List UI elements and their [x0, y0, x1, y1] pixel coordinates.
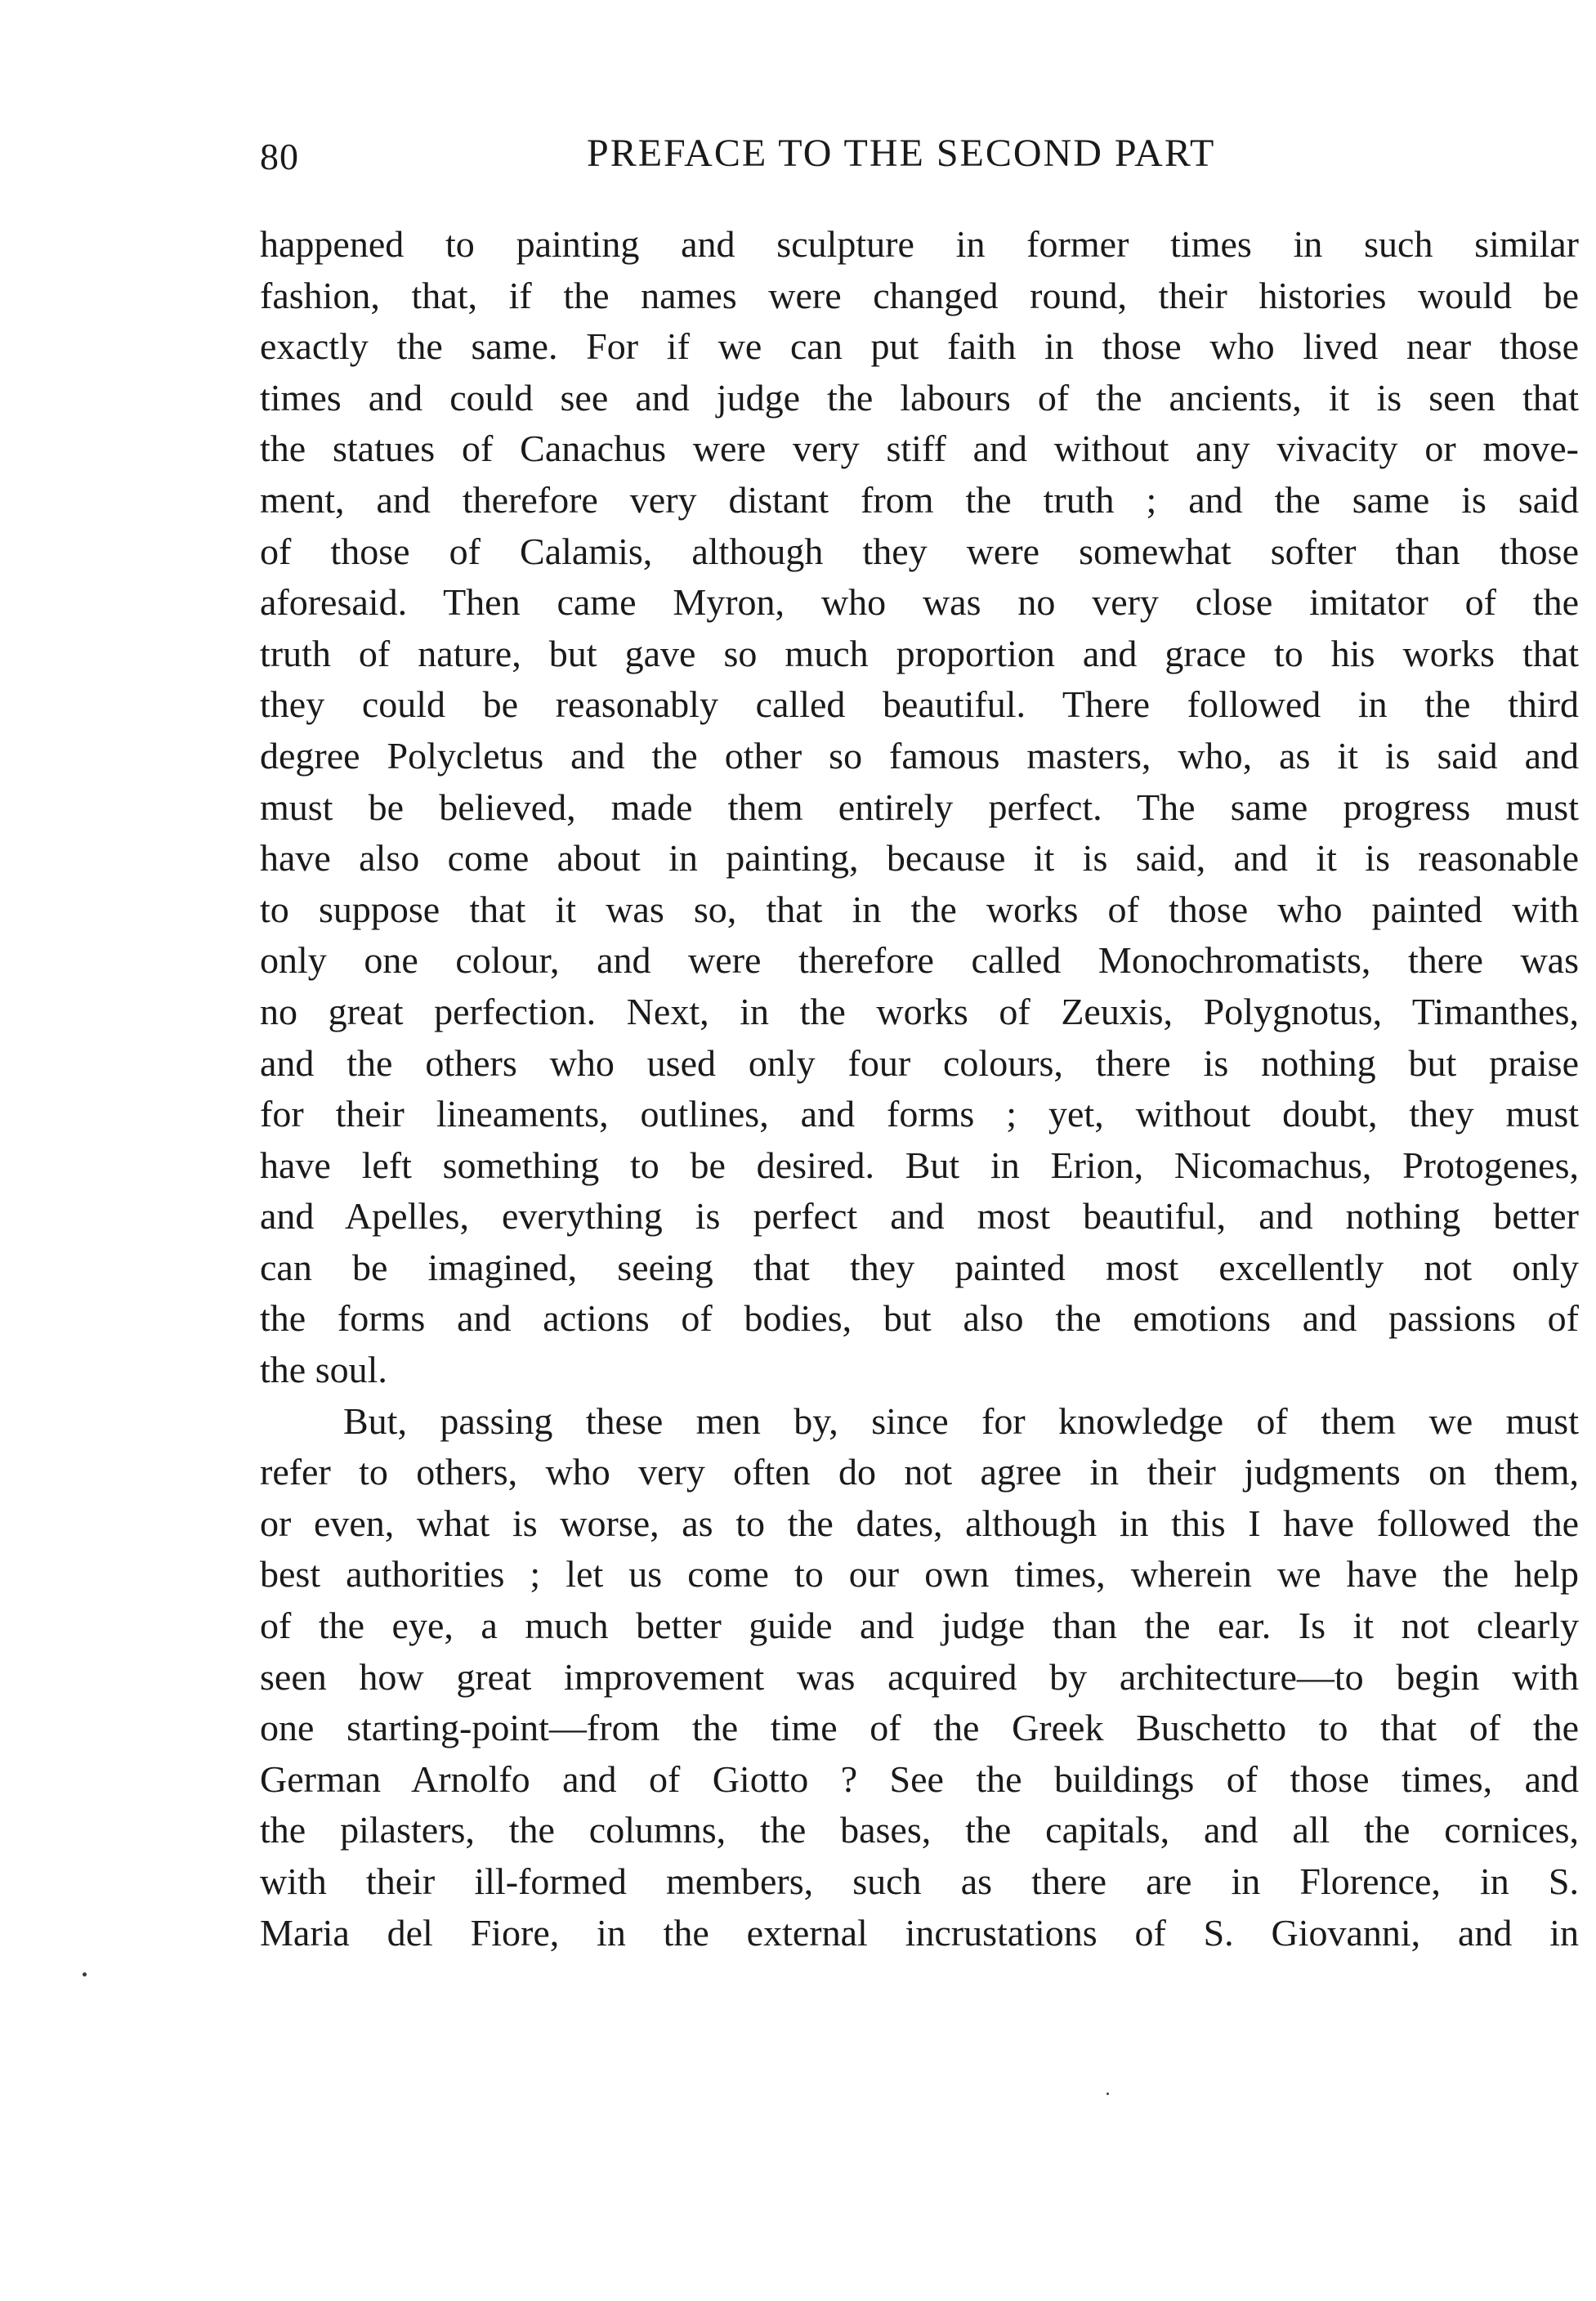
text-line: or even, what is worse, as to the dates, although in this I have followed the	[260, 1502, 1579, 1544]
text-line: and the others who used only four colours, there is nothing but praise	[260, 1041, 1579, 1084]
text-line: refer to others, who very often do not agree in their judgments on them,	[260, 1451, 1579, 1493]
text-line: to suppose that it was so, that in the works of those who painted with	[260, 888, 1579, 930]
page-number: 80	[260, 136, 299, 177]
text-line: of those of Calamis, although they were somewhat softer than those	[260, 530, 1579, 572]
text-line: only one colour, and were therefore called Monochromatists, there was	[260, 939, 1579, 982]
text-line: must be believed, made them entirely perfect. The same progress must	[260, 786, 1579, 828]
running-head	[260, 123, 1579, 180]
text-line: aforesaid. Then came Myron, who was no very close imitator of the	[260, 581, 1579, 624]
text-line: best authorities ; let us come to our own times, wherein we have the help	[260, 1553, 1579, 1596]
text-line: they could be reasonably called beautiful. There followed in the third	[260, 683, 1579, 726]
text-line: the pilasters, the columns, the bases, the capitals, and all the cornices,	[260, 1809, 1579, 1851]
text-line: one starting-point—from the time of the Greek Buschetto to that of the	[260, 1707, 1579, 1749]
text-line: degree Polycletus and the other so famous masters, who, as it is said and	[260, 734, 1579, 777]
text-line: happened to painting and sculpture in former times in such similar	[260, 223, 1579, 265]
text-line: German Arnolfo and of Giotto ? See the buildings of those times, and	[260, 1757, 1579, 1800]
text-line: times and could see and judge the labours of the ancients, it is seen that	[260, 376, 1579, 419]
text-line: exactly the same. For if we can put faith in those who lived near those	[260, 325, 1579, 368]
text-line: can be imagined, seeing that they painted most excellently not only	[260, 1246, 1579, 1288]
running-title: PREFACE TO THE SECOND PART	[587, 132, 1216, 175]
paragraph-1	[260, 219, 1579, 1396]
text-line: truth of nature, but gave so much proportion and grace to his works that	[260, 632, 1579, 674]
body-text	[260, 219, 1579, 1959]
text-line: have left something to be desired. But in Erion, Nicomachus, Protogenes,	[260, 1144, 1579, 1186]
text-line: Maria del Fiore, in the external incrustations of S. Giovanni, and in	[260, 1911, 1579, 1954]
text-line: of the eye, a much better guide and judge than the ear. Is it not clearly	[260, 1605, 1579, 1647]
paragraph-2	[260, 1396, 1579, 1959]
scan-speck	[1106, 2093, 1109, 2095]
text-line: fashion, that, if the names were changed round, their histories would be	[260, 274, 1579, 316]
text-line: for their lineaments, outlines, and forms ; yet, without doubt, they must	[260, 1093, 1579, 1135]
text-line: have also come about in painting, because it is said, and it is reasonable	[260, 837, 1579, 880]
scan-speck	[83, 1972, 87, 1976]
text-line: seen how great improvement was acquired by architecture—to begin with	[260, 1655, 1579, 1698]
text-line: the statues of Canachus were very stiff and without any vivacity or move-	[260, 428, 1579, 470]
text-line: with their ill-formed members, such as there are in Florence, in S.	[260, 1860, 1579, 1902]
text-line: But, passing these men by, since for knowledge of them we must	[343, 1399, 1579, 1442]
text-line: the soul.	[260, 1349, 387, 1391]
text-line: no great perfection. Next, in the works of Zeuxis, Polygnotus, Timanthes,	[260, 990, 1579, 1032]
text-line: and Apelles, everything is perfect and most beautiful, and nothing better	[260, 1195, 1579, 1238]
text-line: ment, and therefore very distant from the truth ; and the same is said	[260, 478, 1579, 521]
text-line: the forms and actions of bodies, but also the emotions and passions of	[260, 1297, 1579, 1340]
